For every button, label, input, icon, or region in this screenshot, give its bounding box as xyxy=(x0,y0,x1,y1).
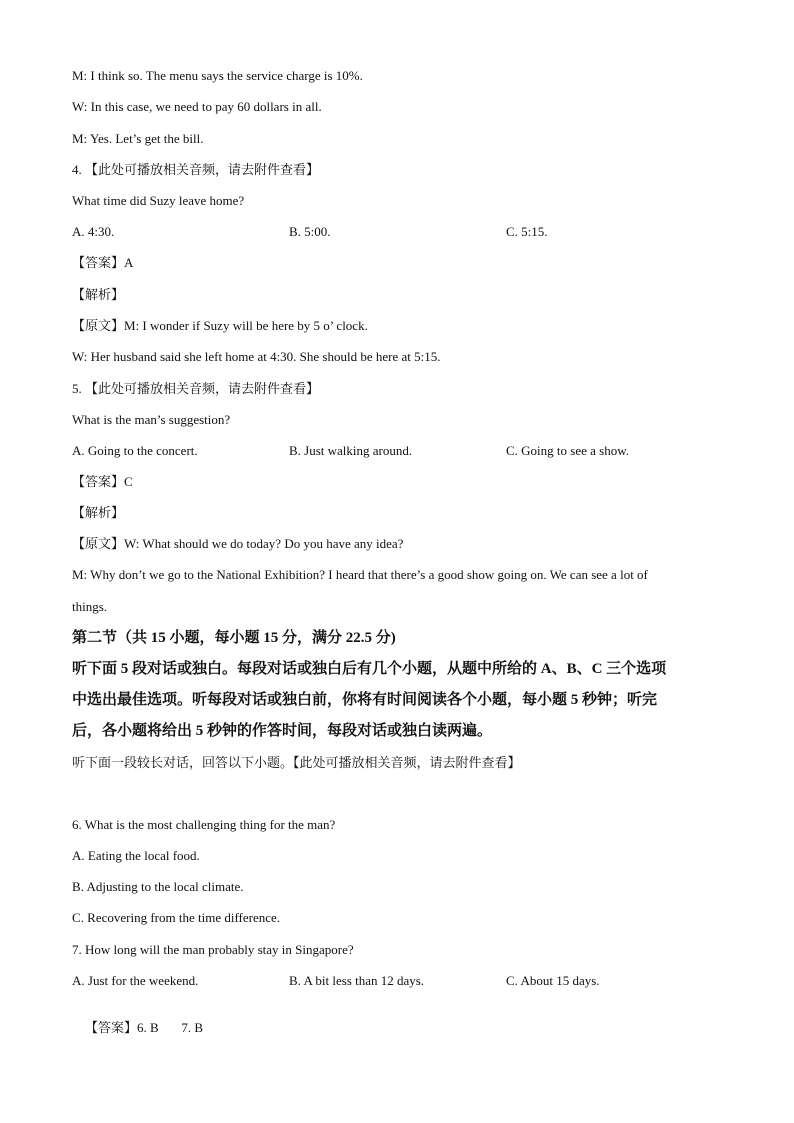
option-b: B. Adjusting to the local climate. xyxy=(72,879,244,894)
option-c: C. 5:15. xyxy=(506,224,548,239)
answer-line xyxy=(72,1004,203,1052)
dialogue-line: M: Yes. Let’s get the bill. xyxy=(72,131,204,146)
transcript-line: things. xyxy=(72,599,108,614)
answer-tag: 【答案】 xyxy=(85,1020,138,1035)
transcript-line: M: Why don’t we go to the National Exhibition? I heard that there’s a good show going on. We can see a lot of xyxy=(72,567,648,582)
analysis-tag: 【解析】 xyxy=(72,505,125,520)
question-4-heading: 4. 【此处可播放相关音频，请去附件查看】 xyxy=(72,162,320,177)
transcript-line xyxy=(72,536,403,552)
option-c: C. About 15 days. xyxy=(506,973,600,988)
transcript-line xyxy=(72,318,368,334)
section-2-instructions: 听下面 5 段对话或独白。每段对话或独白后有几个小题，从题中所给的 A、B、C 三个选项 xyxy=(72,661,667,677)
option-b: B. Just walking around. xyxy=(289,443,413,458)
question-6-text: 6. What is the most challenging thing for the man? xyxy=(72,817,336,832)
answer-line xyxy=(72,255,133,271)
question-7-text: 7. How long will the man probably stay in Singapore? xyxy=(72,942,354,957)
option-c: C. Recovering from the time difference. xyxy=(72,910,281,925)
answer-value: A xyxy=(124,255,134,270)
listening-intro: 听下面一段较长对话，回答以下小题。【此处可播放相关音频，请去附件查看】 xyxy=(72,755,521,770)
answer-value: C xyxy=(124,474,133,489)
option-b: B. 5:00. xyxy=(289,224,331,239)
dialogue-line: M: I think so. The menu says the service charge is 10%. xyxy=(72,68,363,83)
answer-tag: 【答案】 xyxy=(72,474,125,489)
analysis-tag: 【解析】 xyxy=(72,287,125,302)
section-2-instructions: 中选出最佳选项。听每段对话或独白前，你将有时间阅读各个小题，每小题 5 秒钟；听完 xyxy=(72,692,658,708)
option-c: C. Going to see a show. xyxy=(506,443,630,458)
question-5-heading: 5. 【此处可播放相关音频，请去附件查看】 xyxy=(72,381,320,396)
transcript-tag: 【原文】 xyxy=(72,318,125,333)
dialogue-line: W: In this case, we need to pay 60 dollars in all. xyxy=(72,99,322,114)
answer-line xyxy=(72,474,133,490)
option-a: A. 4:30. xyxy=(72,224,115,239)
option-a: A. Just for the weekend. xyxy=(72,973,199,988)
question-5-text: What is the man’s suggestion? xyxy=(72,412,231,427)
option-a: A. Going to the concert. xyxy=(72,443,198,458)
option-b: B. A bit less than 12 days. xyxy=(289,973,425,988)
question-4-text: What time did Suzy leave home? xyxy=(72,193,245,208)
transcript-line: W: Her husband said she left home at 4:30. She should be here at 5:15. xyxy=(72,349,441,364)
transcript-tag: 【原文】 xyxy=(72,536,125,551)
answer-tag: 【答案】 xyxy=(72,255,125,270)
transcript-text: W: What should we do today? Do you have any idea? xyxy=(124,536,404,551)
option-a: A. Eating the local food. xyxy=(72,848,200,863)
answer-value: 6. B 7. B xyxy=(137,1020,204,1035)
transcript-text: M: I wonder if Suzy will be here by 5 o’ clock. xyxy=(124,318,368,333)
section-2-title: 第二节（共 15 小题，每小题 15 分，满分 22.5 分) xyxy=(72,630,396,646)
section-2-instructions: 后，各小题将给出 5 秒钟的作答时间，每段对话或独白读两遍。 xyxy=(72,723,493,739)
